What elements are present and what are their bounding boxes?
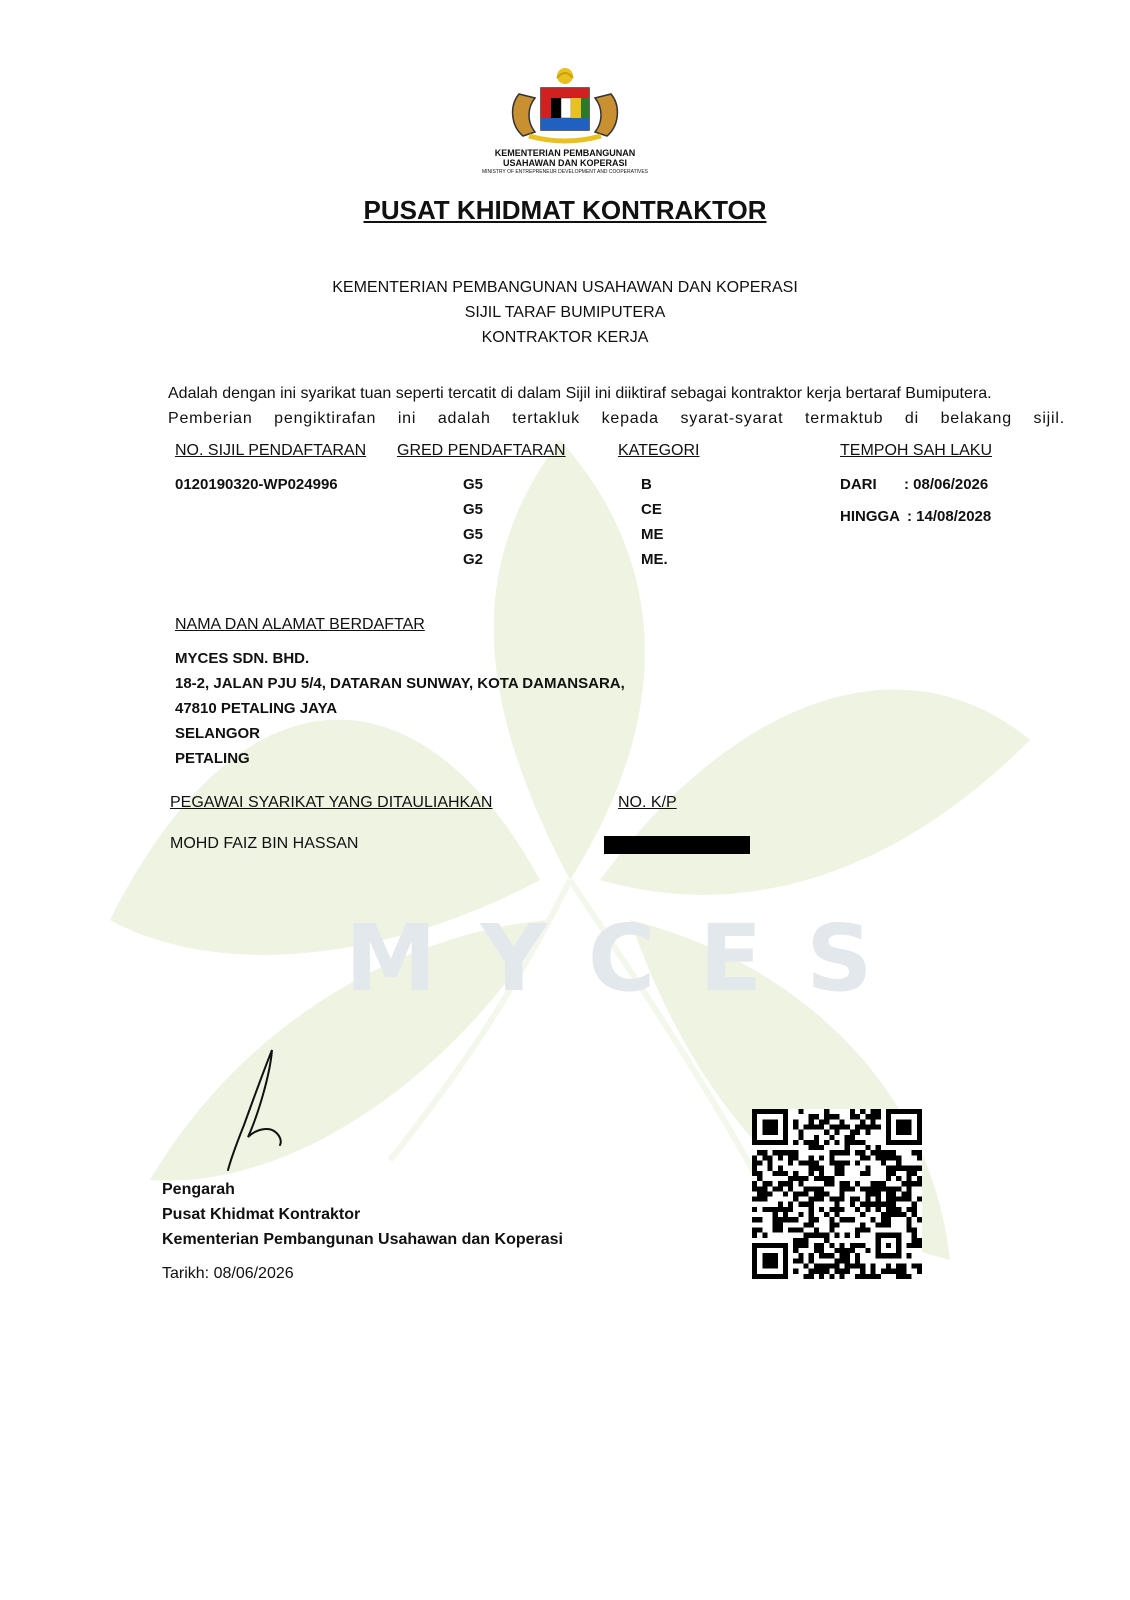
- valid-until-label: HINGGA: [840, 508, 900, 525]
- grade-value: G5: [463, 476, 484, 493]
- header-kategori: KATEGORI: [618, 442, 700, 459]
- address-line: 47810 PETALING JAYA: [175, 700, 338, 717]
- officer-name: MOHD FAIZ BIN HASSAN: [170, 835, 359, 852]
- redaction-bar: [604, 836, 750, 854]
- header-no-sijil: NO. SIJIL PENDAFTARAN: [175, 442, 367, 459]
- category-value: B: [641, 476, 652, 493]
- category-value: ME: [641, 526, 664, 543]
- intro-line-2: Pemberian pengiktirafan ini adalah tertakluk kepada syarat-syarat termaktub di belakang sijil.: [168, 410, 1065, 427]
- ministry-name-line2: USAHAWAN DAN KOPERASI: [502, 158, 627, 168]
- no-sijil-value: 0120190320-WP024996: [175, 476, 338, 493]
- qr-code-icon: [752, 1109, 922, 1279]
- grade-value: G2: [463, 551, 484, 568]
- ministry-name-english: MINISTRY OF ENTREPRENEUR DEVELOPMENT AND COOPERATIVES: [481, 169, 649, 175]
- signature-image: [220, 1045, 290, 1175]
- officer-header: PEGAWAI SYARIKAT YANG DITAULIAHKAN: [170, 794, 493, 811]
- signatory-office: Pusat Khidmat Kontraktor: [162, 1206, 361, 1223]
- company-name: MYCES SDN. BHD.: [175, 650, 310, 667]
- valid-from-value: : 08/06/2026: [904, 476, 989, 493]
- address-line: SELANGOR: [175, 725, 261, 742]
- address-line: 18-2, JALAN PJU 5/4, DATARAN SUNWAY, KOTA DAMANSARA,: [175, 675, 625, 692]
- watermark-text: MYCES: [345, 905, 917, 1012]
- address-line: PETALING: [175, 750, 250, 767]
- address-header: NAMA DAN ALAMAT BERDAFTAR: [175, 616, 425, 633]
- subtitle-certificate-type: SIJIL TARAF BUMIPUTERA: [464, 304, 666, 321]
- subtitle-contractor-type: KONTRAKTOR KERJA: [481, 329, 649, 346]
- page-title: PUSAT KHIDMAT KONTRAKTOR: [363, 195, 767, 225]
- category-value: ME.: [641, 551, 668, 568]
- subtitle-ministry: KEMENTERIAN PEMBANGUNAN USAHAWAN DAN KOPERASI: [332, 279, 798, 296]
- coat-of-arms-icon: [505, 66, 625, 146]
- grade-value: G5: [463, 501, 484, 518]
- grade-value: G5: [463, 526, 484, 543]
- header-gred: GRED PENDAFTARAN: [397, 442, 566, 459]
- valid-from-label: DARI: [840, 476, 877, 493]
- ministry-name-line1: KEMENTERIAN PEMBANGUNAN: [494, 148, 636, 158]
- category-value: CE: [641, 501, 662, 518]
- signatory-title: Pengarah: [162, 1181, 235, 1198]
- intro-line-1: Adalah dengan ini syarikat tuan seperti tercatit di dalam Sijil ini diiktiraf sebagai kontraktor kerja bertaraf Bumiputera.: [168, 385, 992, 402]
- kp-header: NO. K/P: [618, 794, 677, 811]
- valid-until-value: : 14/08/2028: [907, 508, 992, 525]
- signatory-ministry: Kementerian Pembangunan Usahawan dan Koperasi: [162, 1231, 563, 1248]
- issue-date: Tarikh: 08/06/2026: [162, 1265, 294, 1282]
- header-tempoh: TEMPOH SAH LAKU: [840, 442, 993, 459]
